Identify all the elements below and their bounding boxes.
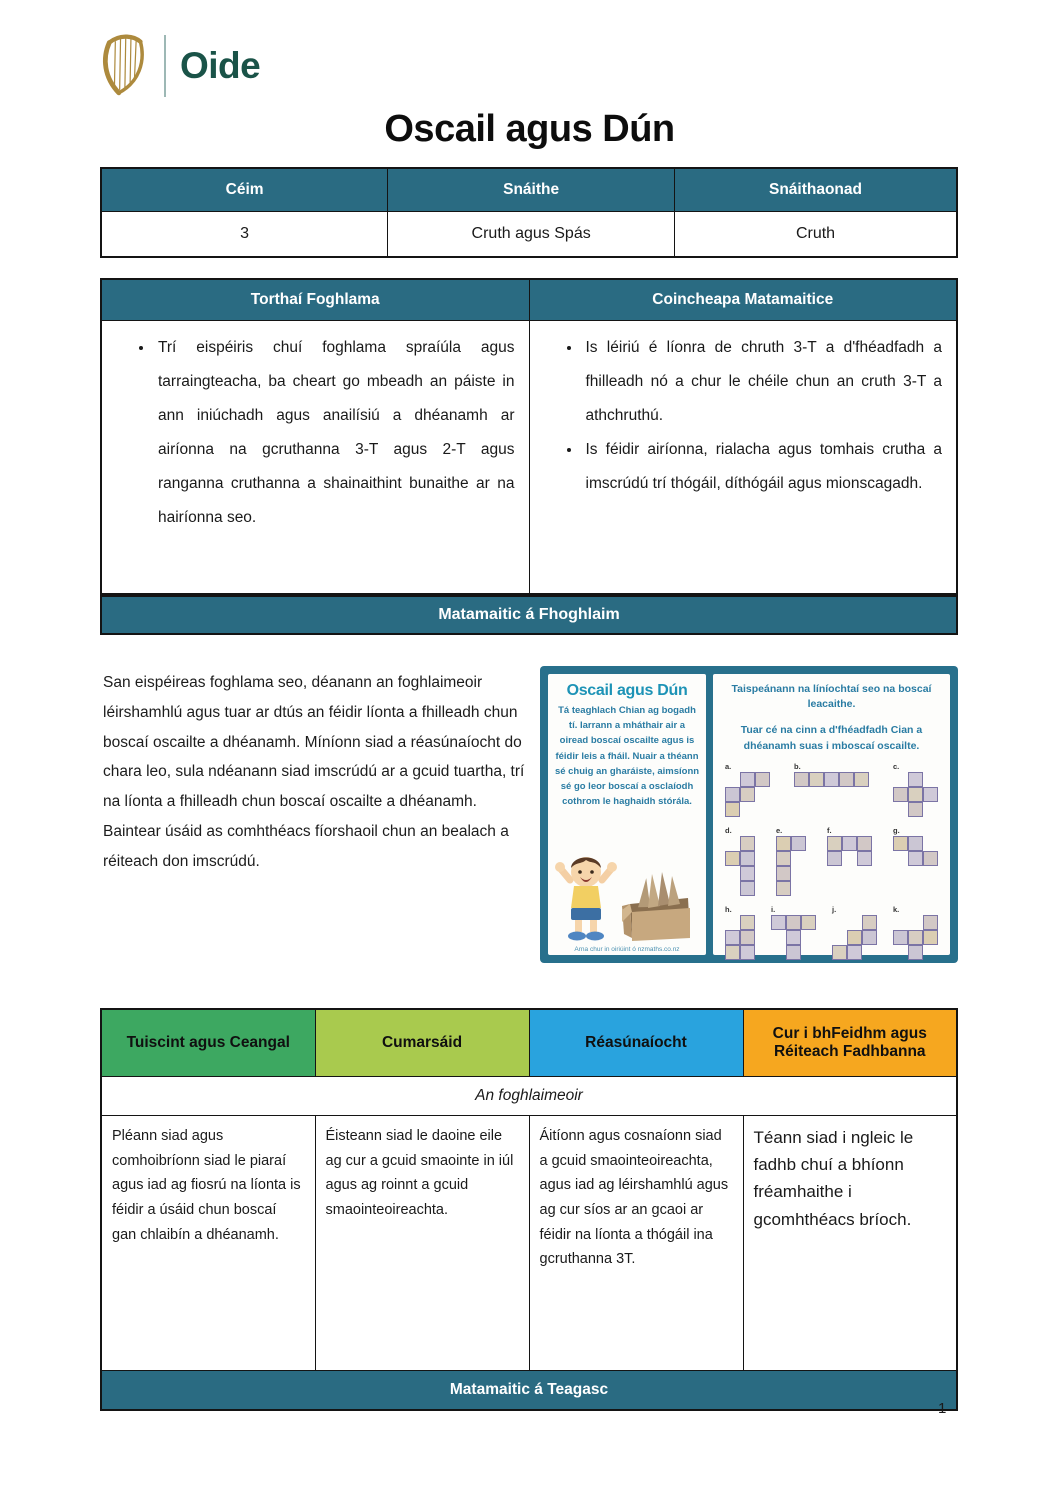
cartoon-boy-and-box-illustration xyxy=(548,846,706,947)
net-cell xyxy=(791,836,806,851)
net-cell xyxy=(862,930,877,945)
box-nets xyxy=(723,762,940,960)
outcomes-header: Torthaí Foghlama xyxy=(101,279,529,321)
meta-value-snaithe: Cruth agus Spás xyxy=(388,212,675,258)
net-cell xyxy=(923,851,938,866)
competency-cell-3: Áitíonn agus cosnaíonn siad a gcuid smaointeoireachta, agus iad ag léirshamhlú agus ag cur síos ar an gcaoi ar féidir na líonta a thógáil ina gcruthanna 3T. xyxy=(529,1116,743,1371)
net-cell xyxy=(847,930,862,945)
card-right-text-1: Taispeánann na líníochtaí seo na boscaí leacaithe. xyxy=(731,683,932,711)
meta-header-snaithe: Snáithe xyxy=(388,168,675,212)
box-net-f xyxy=(827,826,872,866)
card-story: Tá teaghlach Chian ag bogadh tí. Iarrann a mháthair air a oiread boscaí oscailte agus is féidir leis a fháil. Nuair a théann sé chuig an gharáiste, aimsíonn sé go leor boscaí a osclaíodh cothrom le haghaidh stórála. xyxy=(554,705,700,808)
net-cell xyxy=(923,930,938,945)
net-cell xyxy=(854,772,869,787)
net-label: f. xyxy=(827,825,832,835)
net-cell xyxy=(786,915,801,930)
net-label: d. xyxy=(725,825,732,835)
net-cell xyxy=(725,787,740,802)
net-cell xyxy=(842,836,857,851)
card-title: Oscail agus Dún xyxy=(566,682,688,699)
cartoon-boy xyxy=(555,857,617,941)
net-cell xyxy=(908,772,923,787)
net-cell xyxy=(771,915,786,930)
net-label: j. xyxy=(832,904,837,914)
net-cell xyxy=(725,945,740,960)
concepts-header: Coincheapa Matamaitice xyxy=(529,279,957,321)
net-cell xyxy=(740,945,755,960)
learning-banner: Matamaitic á Fhoghlaim xyxy=(100,595,958,635)
net-cell xyxy=(740,866,755,881)
meta-value-ceim: 3 xyxy=(101,212,388,258)
competency-header-cur: Cur i bhFeidhm agus Réiteach Fadhbanna xyxy=(743,1009,957,1077)
meta-value-snaithaonad: Cruth xyxy=(675,212,958,258)
logo-divider xyxy=(164,35,166,97)
learner-subheader: An foghlaimeoir xyxy=(101,1077,957,1116)
harp-icon xyxy=(98,32,150,100)
oide-logo xyxy=(98,32,260,100)
meta-header-ceim: Céim xyxy=(101,168,388,212)
net-cell xyxy=(923,787,938,802)
net-cell xyxy=(893,836,908,851)
card-right-text-2: Tuar cé na cinn a d'fhéadfadh Cian a dhéanamh suas i mboscaí oscailte. xyxy=(740,724,923,752)
net-cell xyxy=(832,945,847,960)
net-cell xyxy=(809,772,824,787)
competency-table xyxy=(100,1008,958,1411)
net-cell xyxy=(776,851,791,866)
net-cell xyxy=(725,930,740,945)
outcomes-bullet-list xyxy=(108,331,515,536)
net-row-2 xyxy=(723,905,940,960)
net-cell xyxy=(740,930,755,945)
net-cell xyxy=(923,915,938,930)
net-cell xyxy=(862,915,877,930)
net-cell xyxy=(893,930,908,945)
net-label: g. xyxy=(893,825,900,835)
net-row-1 xyxy=(723,826,940,896)
box-net-i xyxy=(771,905,816,960)
net-cell xyxy=(740,915,755,930)
box-net-c xyxy=(893,762,938,817)
activity-card-image xyxy=(540,666,958,963)
competency-header-tuiscint: Tuiscint agus Ceangal xyxy=(101,1009,315,1077)
net-cell xyxy=(786,930,801,945)
net-cell xyxy=(827,836,842,851)
card-credit: Arna chur in oiriúint ó nzmaths.co.nz xyxy=(574,946,680,953)
box-net-a xyxy=(725,762,770,817)
outcomes-bullet: • Trí eispéiris chuí foghlama spraíúla agus tarraingteacha, ba cheart go mbeadh an páiste in ann iniúchadh agus anailísiú a dhéanamh ar airíonna na gcruthanna 3-T agus 2-T agus ranganna cruthanna a shainaithint bunaithe ar na hairíonna seo. xyxy=(154,331,515,536)
net-cell xyxy=(908,945,923,960)
net-cell xyxy=(908,851,923,866)
competency-cell-4: Téann siad i ngleic le fadhb chuí a bhíonn fréamhaithe i gcomhthéacs bríoch. xyxy=(743,1116,957,1371)
box-net-g xyxy=(893,826,938,866)
box-net-k xyxy=(893,905,938,960)
net-cell xyxy=(857,836,872,851)
box-net-j xyxy=(832,905,877,960)
page-title: Oscail agus Dún xyxy=(384,108,675,150)
learning-paragraph: San eispéireas foghlama seo, déanann an foghlaimeoir léirshamhlú agus tuar ar dtús an féidir líonta a fhilleadh chun boscaí oscailte a dhéanamh. Míníonn siad a réasúnaíocht do chara leo, sula ndéanann siad imscrúdú ar a gcuid tuartha, trí na líonta a fhilleadh chun boscaí oscailte a dhéanamh. Baintear úsáid as comhthéacs fíorshaoil chun an bealach a réiteach don imscrúdú. xyxy=(103,674,525,870)
net-cell xyxy=(755,772,770,787)
net-cell xyxy=(827,851,842,866)
box-net-h xyxy=(725,905,755,960)
net-cell xyxy=(839,772,854,787)
net-cell xyxy=(801,915,816,930)
meta-header-snaithaonad: Snáithaonad xyxy=(675,168,958,212)
outcomes-table xyxy=(100,278,958,595)
card-left-panel xyxy=(548,674,706,955)
net-cell xyxy=(857,851,872,866)
meta-table xyxy=(100,167,958,258)
concepts-bullet: • Is féidir airíonna, rialacha agus tomhais crutha a imscrúdú trí thógáil, díthógáil agus mionscagadh. xyxy=(582,433,943,501)
net-cell xyxy=(794,772,809,787)
logo-wordmark: Oide xyxy=(180,45,261,86)
net-cell xyxy=(824,772,839,787)
net-label: e. xyxy=(776,825,783,835)
net-row-0 xyxy=(723,762,940,817)
box-net-e xyxy=(776,826,806,896)
net-cell xyxy=(908,787,923,802)
net-cell xyxy=(776,881,791,896)
box-net-b xyxy=(794,762,869,787)
net-cell xyxy=(740,851,755,866)
net-cell xyxy=(725,802,740,817)
net-cell xyxy=(893,787,908,802)
card-right-panel xyxy=(713,674,950,955)
net-cell xyxy=(847,945,862,960)
net-cell xyxy=(786,945,801,960)
net-cell xyxy=(740,772,755,787)
net-label: a. xyxy=(725,761,732,771)
competency-cell-2: Éisteann siad le daoine eile ag cur a gcuid smaointe in iúl agus ag roinnt a gcuid smaointeoireachta. xyxy=(315,1116,529,1371)
net-cell xyxy=(740,836,755,851)
net-cell xyxy=(908,836,923,851)
concepts-bullet: • Is léiriú é líonra de chruth 3-T a d'fhéadfadh a fhilleadh nó a chur le chéile chun an cruth 3-T a athchruthú. xyxy=(582,331,943,433)
net-cell xyxy=(725,851,740,866)
net-cell xyxy=(740,787,755,802)
net-label: b. xyxy=(794,761,801,771)
page-number: 1 xyxy=(938,1400,947,1417)
net-cell xyxy=(908,930,923,945)
net-label: c. xyxy=(893,761,900,771)
net-cell xyxy=(740,881,755,896)
competency-header-cumarsaid: Cumarsáid xyxy=(315,1009,529,1077)
competency-header-reasunaiocht: Réasúnaíocht xyxy=(529,1009,743,1077)
cardboard-box xyxy=(622,872,690,941)
outcomes-cell xyxy=(101,321,529,595)
box-net-d xyxy=(725,826,755,896)
net-label: h. xyxy=(725,904,732,914)
net-cell xyxy=(908,802,923,817)
competency-cell-1: Pléann siad agus comhoibríonn siad le piaraí agus iad ag fiosrú na líonta is féidir a úsáid chun boscaí gan chlaibín a dhéanamh. xyxy=(101,1116,315,1371)
net-label: i. xyxy=(771,904,776,914)
net-cell xyxy=(776,836,791,851)
concepts-bullet-list xyxy=(536,331,943,501)
net-label: k. xyxy=(893,904,900,914)
net-cell xyxy=(776,866,791,881)
teaching-banner: Matamaitic á Teagasc xyxy=(101,1371,957,1411)
concepts-cell xyxy=(529,321,957,595)
